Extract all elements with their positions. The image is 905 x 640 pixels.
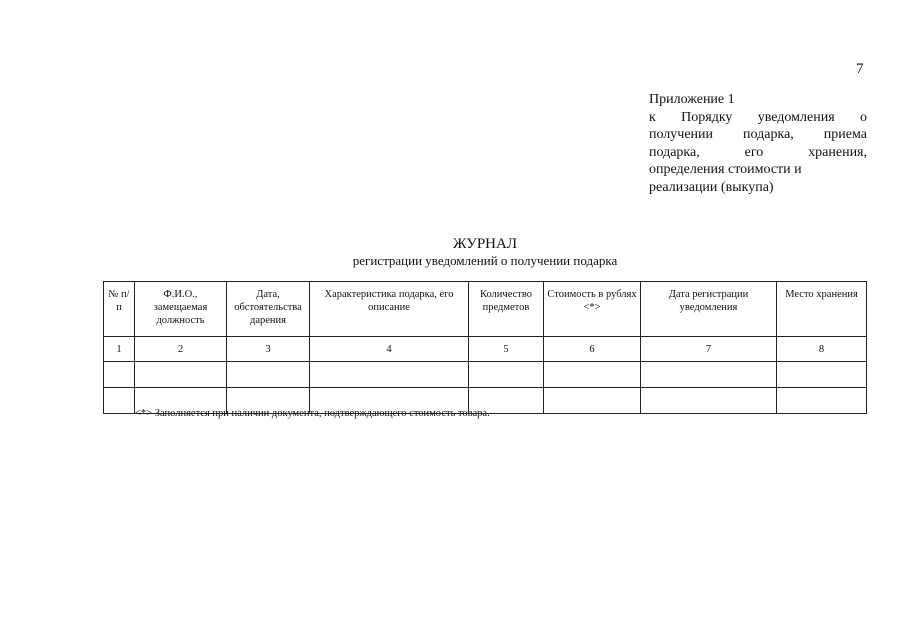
- empty-cell: [469, 362, 544, 388]
- footnote: <*> Заполняется при наличии документа, подтверждающего стоимость товара.: [135, 408, 490, 419]
- header-cell: Характеристика подарка, его описание: [310, 282, 469, 337]
- number-cell: 2: [135, 337, 227, 362]
- header-cell: № п/п: [104, 282, 135, 337]
- header-cell: Дата, обстоятельства дарения: [227, 282, 310, 337]
- number-cell: 4: [310, 337, 469, 362]
- appendix-line-5: определения стоимости и: [649, 162, 802, 177]
- appendix-line-6: реализации (выкупа): [649, 179, 774, 195]
- empty-cell: [544, 362, 641, 388]
- header-cell: Дата регистрации уведомления: [641, 282, 777, 337]
- header-cell: Место хранения: [777, 282, 867, 337]
- header-cell: Количество предметов: [469, 282, 544, 337]
- number-cell: 7: [641, 337, 777, 362]
- number-cell: 3: [227, 337, 310, 362]
- empty-cell: [310, 362, 469, 388]
- journal-subtitle: регистрации уведомлений о получении подарка: [352, 253, 618, 268]
- number-cell: 8: [777, 337, 867, 362]
- empty-cell: [135, 362, 227, 388]
- table-header-row: [104, 282, 867, 337]
- page-number: 7: [856, 61, 864, 77]
- appendix-line-2: к Порядку уведомления о: [649, 109, 867, 125]
- header-cell: Ф.И.О., замещаемая должность: [135, 282, 227, 337]
- empty-cell: [777, 362, 867, 388]
- table-row: [104, 362, 867, 388]
- empty-cell: [227, 362, 310, 388]
- empty-cell: [104, 388, 135, 414]
- empty-cell: [641, 362, 777, 388]
- empty-cell: [104, 362, 135, 388]
- empty-cell: [544, 388, 641, 414]
- appendix-line-4: подарка, его хранения,: [649, 144, 867, 160]
- header-cell: Стоимость в рублях <*>: [544, 282, 641, 337]
- empty-cell: [641, 388, 777, 414]
- journal-table: [103, 281, 867, 414]
- appendix-line-1: Приложение 1: [649, 92, 735, 107]
- empty-cell: [777, 388, 867, 414]
- number-cell: 1: [104, 337, 135, 362]
- number-cell: 6: [544, 337, 641, 362]
- appendix-header: [649, 91, 867, 196]
- journal-title: ЖУРНАЛ: [452, 236, 518, 252]
- number-cell: 5: [469, 337, 544, 362]
- table-number-row: [104, 337, 867, 362]
- appendix-line-3: получении подарка, приема: [649, 127, 867, 142]
